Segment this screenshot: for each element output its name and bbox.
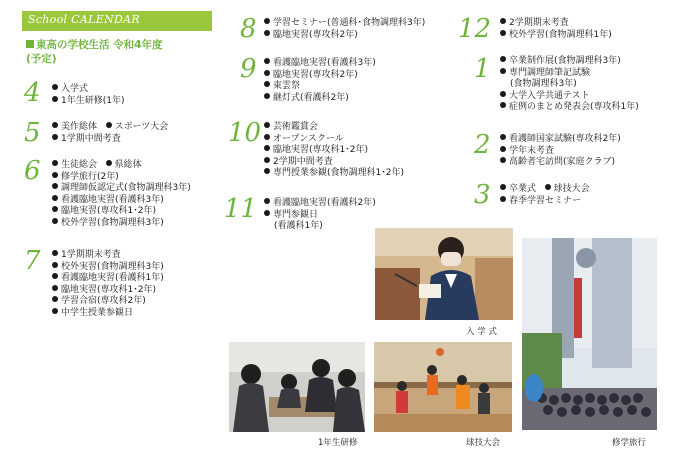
bullet-icon bbox=[264, 122, 270, 128]
event-item: 2学期期末考査 bbox=[500, 18, 612, 30]
bullet-icon bbox=[264, 134, 270, 140]
event-item: 看護臨地実習(看護科1年) bbox=[52, 273, 164, 285]
event-item: 修学旅行(2年) bbox=[52, 172, 191, 184]
event-item: 芸術鑑賞会 bbox=[264, 122, 404, 134]
bullet-icon bbox=[106, 122, 112, 128]
school-trip-photo bbox=[522, 238, 657, 430]
event-item: (食物調理科3年) bbox=[510, 79, 577, 90]
training-photo bbox=[229, 342, 365, 432]
event-item: 大学入学共通テスト bbox=[500, 91, 639, 103]
entrance-ceremony-photo bbox=[375, 228, 513, 320]
bullet-icon bbox=[52, 296, 58, 302]
bullet-icon bbox=[264, 30, 270, 36]
event-item: 臨地実習(専攻科1･2年) bbox=[264, 145, 404, 157]
event-item: 臨地実習(専攻科2年) bbox=[264, 30, 425, 42]
bullet-icon bbox=[545, 184, 551, 190]
bullet-icon bbox=[500, 91, 506, 97]
event-item: 中学生授業参観日 bbox=[52, 308, 164, 320]
bullet-icon bbox=[264, 81, 270, 87]
event-item: 生徒総会 県総体 bbox=[52, 160, 191, 172]
bullet-icon bbox=[500, 18, 506, 24]
banner-title: School CALENDAR bbox=[28, 13, 140, 26]
bullet-icon bbox=[500, 146, 506, 152]
bullet-icon bbox=[52, 172, 58, 178]
bullet-icon bbox=[500, 68, 506, 74]
event-item: 春季学習セミナー bbox=[500, 196, 590, 208]
event-item: (看護科1年) bbox=[274, 221, 323, 232]
bullet-icon bbox=[52, 250, 58, 256]
bullet-icon bbox=[500, 196, 506, 202]
training-caption: 1年生研修 bbox=[318, 438, 358, 448]
bullet-icon bbox=[52, 218, 58, 224]
month-number: 5 bbox=[24, 118, 41, 148]
event-item: 1学期中間考査 bbox=[52, 134, 168, 146]
bullet-icon bbox=[52, 195, 58, 201]
event-item: 1年生研修(1年) bbox=[52, 96, 124, 108]
ballgame-image bbox=[374, 342, 512, 432]
event-item: 調理師仮認定式(食物調理科3年) bbox=[52, 183, 191, 195]
bullet-icon bbox=[264, 145, 270, 151]
month-number: 4 bbox=[24, 78, 41, 108]
event-item: 学習セミナー(普通科･食物調理科3年) bbox=[264, 18, 425, 30]
event-item: 入学式 bbox=[52, 84, 124, 96]
entrance-ceremony-image bbox=[375, 228, 513, 320]
heading-subtitle: (予定) bbox=[26, 53, 57, 65]
event-item: 臨地実習(専攻科1･2年) bbox=[52, 285, 164, 297]
bullet-icon bbox=[500, 184, 506, 190]
square-bullet-icon bbox=[26, 40, 34, 48]
bullet-icon bbox=[52, 308, 58, 314]
month-number: 6 bbox=[24, 156, 41, 186]
event-item: 臨地実習(専攻科1･2年) bbox=[52, 206, 191, 218]
bullet-icon bbox=[52, 183, 58, 189]
bullet-icon bbox=[500, 157, 506, 163]
bullet-icon bbox=[52, 134, 58, 140]
month-number: 7 bbox=[24, 246, 41, 276]
month-number: 9 bbox=[240, 54, 257, 84]
trip-caption: 修学旅行 bbox=[612, 438, 647, 448]
event-item: 校外学習(食物調理科3年) bbox=[52, 218, 191, 230]
month-number: 3 bbox=[474, 180, 491, 210]
event-item: 学習合宿(専攻科2年) bbox=[52, 296, 164, 308]
event-item: オープンスクール bbox=[264, 134, 404, 146]
bullet-icon bbox=[264, 18, 270, 24]
event-item: 継灯式(看護科2年) bbox=[264, 93, 376, 105]
event-item: 看護臨地実習(看護科2年) bbox=[264, 198, 376, 210]
bullet-icon bbox=[264, 198, 270, 204]
month-number: 10 bbox=[228, 118, 262, 148]
bullet-icon bbox=[52, 122, 58, 128]
bullet-icon bbox=[264, 93, 270, 99]
event-item: 専門参観日 bbox=[264, 210, 376, 222]
event-item: 校外実習(食物調理科3年) bbox=[52, 262, 164, 274]
event-item: 高齢者宅訪問(家庭クラブ) bbox=[500, 157, 621, 169]
ballgame-caption: 球技大会 bbox=[466, 438, 501, 448]
bullet-icon bbox=[264, 157, 270, 163]
bullet-icon bbox=[52, 262, 58, 268]
bullet-icon bbox=[52, 160, 58, 166]
calendar-banner bbox=[22, 11, 212, 31]
ballgame-photo bbox=[374, 342, 512, 432]
bullet-icon bbox=[264, 70, 270, 76]
bullet-icon bbox=[500, 102, 506, 108]
event-item: 校外学習(食物調理科1年) bbox=[500, 30, 612, 42]
entrance-caption: 入 学 式 bbox=[466, 327, 497, 337]
month-number: 12 bbox=[458, 14, 492, 44]
event-item: 2学期中間考査 bbox=[264, 157, 404, 169]
event-item: 美作総体 スポーツ大会 bbox=[52, 122, 168, 134]
bullet-icon bbox=[106, 160, 112, 166]
event-item: 症例のまとめ発表会(専攻科1年) bbox=[500, 102, 639, 114]
event-item: 専門授業参観(食物調理科1･2年) bbox=[264, 168, 404, 180]
month-number: 11 bbox=[224, 194, 258, 224]
bullet-icon bbox=[264, 58, 270, 64]
bullet-icon bbox=[500, 134, 506, 140]
event-item: 卒業式 球技大会 bbox=[500, 184, 590, 196]
page-heading bbox=[26, 38, 226, 66]
bullet-icon bbox=[52, 285, 58, 291]
month-number: 1 bbox=[474, 54, 491, 84]
event-item: 看護師国家試験(専攻科2年) bbox=[500, 134, 621, 146]
school-trip-image bbox=[522, 238, 657, 430]
event-item: 1学期期末考査 bbox=[52, 250, 164, 262]
bullet-icon bbox=[52, 273, 58, 279]
bullet-icon bbox=[52, 84, 58, 90]
event-item: 看護臨地実習(看護科3年) bbox=[52, 195, 191, 207]
training-image bbox=[229, 342, 365, 432]
bullet-icon bbox=[264, 168, 270, 174]
event-item: 卒業制作展(食物調理科3年) bbox=[500, 56, 639, 68]
event-item: 専門調理師筆記試験 bbox=[500, 68, 639, 80]
bullet-icon bbox=[500, 30, 506, 36]
month-number: 2 bbox=[474, 130, 491, 160]
bullet-icon bbox=[52, 206, 58, 212]
bullet-icon bbox=[500, 56, 506, 62]
event-item: 学年末考査 bbox=[500, 146, 621, 158]
heading-title: 東高の学校生活 令和4年度 bbox=[36, 39, 163, 51]
bullet-icon bbox=[264, 210, 270, 216]
event-item: 東雲祭 bbox=[264, 81, 376, 93]
event-item: 看護臨地実習(看護科3年) bbox=[264, 58, 376, 70]
event-item: 臨地実習(専攻科2年) bbox=[264, 70, 376, 82]
month-number: 8 bbox=[240, 14, 257, 44]
bullet-icon bbox=[52, 96, 58, 102]
